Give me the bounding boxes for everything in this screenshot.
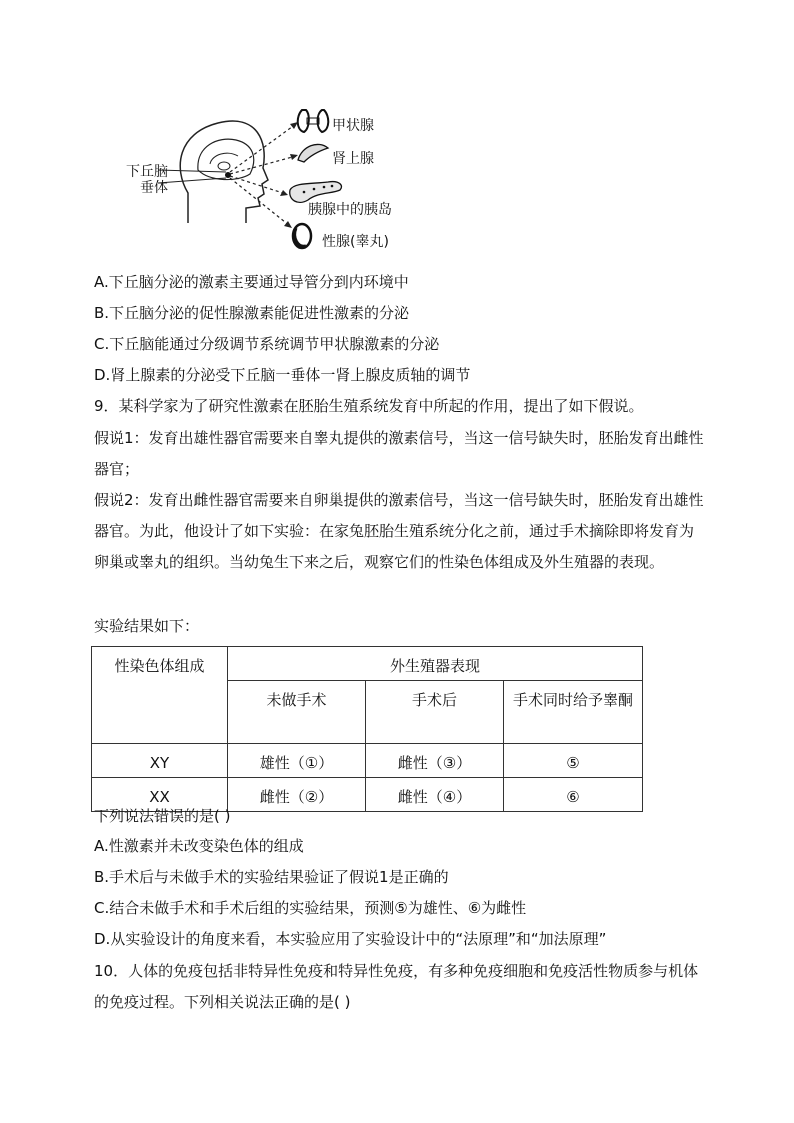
- cell-xy-testosterone: ⑤: [504, 744, 643, 778]
- q9-option-c: C.结合未做手术和手术后组的实验结果，预测⑤为雄性、⑥为雌性: [94, 899, 527, 917]
- table-row: [92, 744, 643, 778]
- q9-hypothesis-1: 假说1：发育出雄性器官需要来自睾丸提供的激素信号，当这一信号缺失时，胚胎发育出雌性器官；: [94, 429, 704, 478]
- testis-icon: [293, 224, 311, 248]
- cell-xx-after-surgery: 雌性（④）: [366, 778, 504, 812]
- header-chromosome: 性染色体组成: [92, 647, 228, 744]
- q9-stem: 9．某科学家为了研究性激素在胚胎生殖系统发育中所起的作用，提出了如下假说。: [94, 397, 644, 415]
- q8-option-a: A.下丘脑分泌的激素主要通过导管分到内环境中: [94, 273, 409, 291]
- subheader-surgery-testosterone: 手术同时给予睾酮: [504, 681, 643, 744]
- pituitary-dot: [225, 172, 231, 178]
- results-table: [91, 646, 643, 812]
- cell-xy-no-surgery: 雄性（①）: [228, 744, 366, 778]
- q9-result-intro: 实验结果如下：: [94, 617, 200, 635]
- subheader-no-surgery: 未做手术: [228, 681, 366, 744]
- q9-hypothesis-2: 假说2：发育出雌性器官需要来自卵巢提供的激素信号，当这一信号缺失时，胚胎发育出雄性器官。为此，他设计了如下实验：在家兔胚胎生殖系统分化之前，通过手术摘除即将发育为卵巢或睾丸的组织。当幼兔生下来之后，观察它们的性染色体组成及外生殖器的表现。: [94, 491, 704, 571]
- cell-xy-after-surgery: 雌性（③）: [366, 744, 504, 778]
- arrowhead-testis: [284, 221, 292, 228]
- subheader-after-surgery: 手术后: [366, 681, 504, 744]
- thyroid-icon: [298, 110, 329, 132]
- pituitary-pointer: [158, 178, 226, 183]
- q9-option-d: D.从实验设计的角度来看，本实验应用了实验设计中的“法原理”和“加法原理”: [94, 930, 607, 948]
- q8-option-c: C.下丘脑能通过分级调节系统调节甲状腺激素的分泌: [94, 335, 440, 353]
- thalamus: [218, 162, 230, 170]
- label-adrenal: 肾上腺: [332, 151, 374, 167]
- q8-option-b: B.下丘脑分泌的促性腺激素能促进性激素的分泌: [94, 304, 410, 322]
- q8-option-d: D.肾上腺素的分泌受下丘脑一垂体一肾上腺皮质轴的调节: [94, 366, 471, 384]
- q9-option-b: B.手术后与未做手术的实验结果验证了假说1是正确的: [94, 868, 449, 886]
- row-chrom-xy: XY: [92, 744, 228, 778]
- q9-question: 下列说法错误的是( ): [94, 807, 231, 825]
- label-pituitary: 垂体: [140, 180, 168, 196]
- label-hypothalamus: 下丘脑: [126, 164, 168, 180]
- label-testis: 性腺(睾丸): [322, 234, 389, 250]
- label-pancreas-islets: 胰腺中的胰岛: [308, 202, 392, 218]
- arrow-pancreas: [230, 176, 286, 194]
- q10-stem: 10．人体的免疫包括非特异性免疫和特异性免疫，有多种免疫细胞和免疫活性物质参与机体的免疫过程。下列相关说法正确的是( ): [94, 962, 699, 1011]
- row-chrom-xx: XX: [92, 778, 228, 812]
- arrowhead-adrenal: [290, 154, 298, 160]
- cell-xx-testosterone: ⑥: [504, 778, 643, 812]
- hypothalamus-pointer: [158, 170, 226, 172]
- header-external-genitalia: 外生殖器表现: [228, 647, 643, 681]
- adrenal-icon: [298, 144, 328, 162]
- label-thyroid: 甲状腺: [332, 118, 374, 134]
- cell-xx-no-surgery: 雌性（②）: [228, 778, 366, 812]
- q9-option-a: A.性激素并未改变染色体的组成: [94, 837, 304, 855]
- arrowhead-pancreas: [280, 190, 288, 196]
